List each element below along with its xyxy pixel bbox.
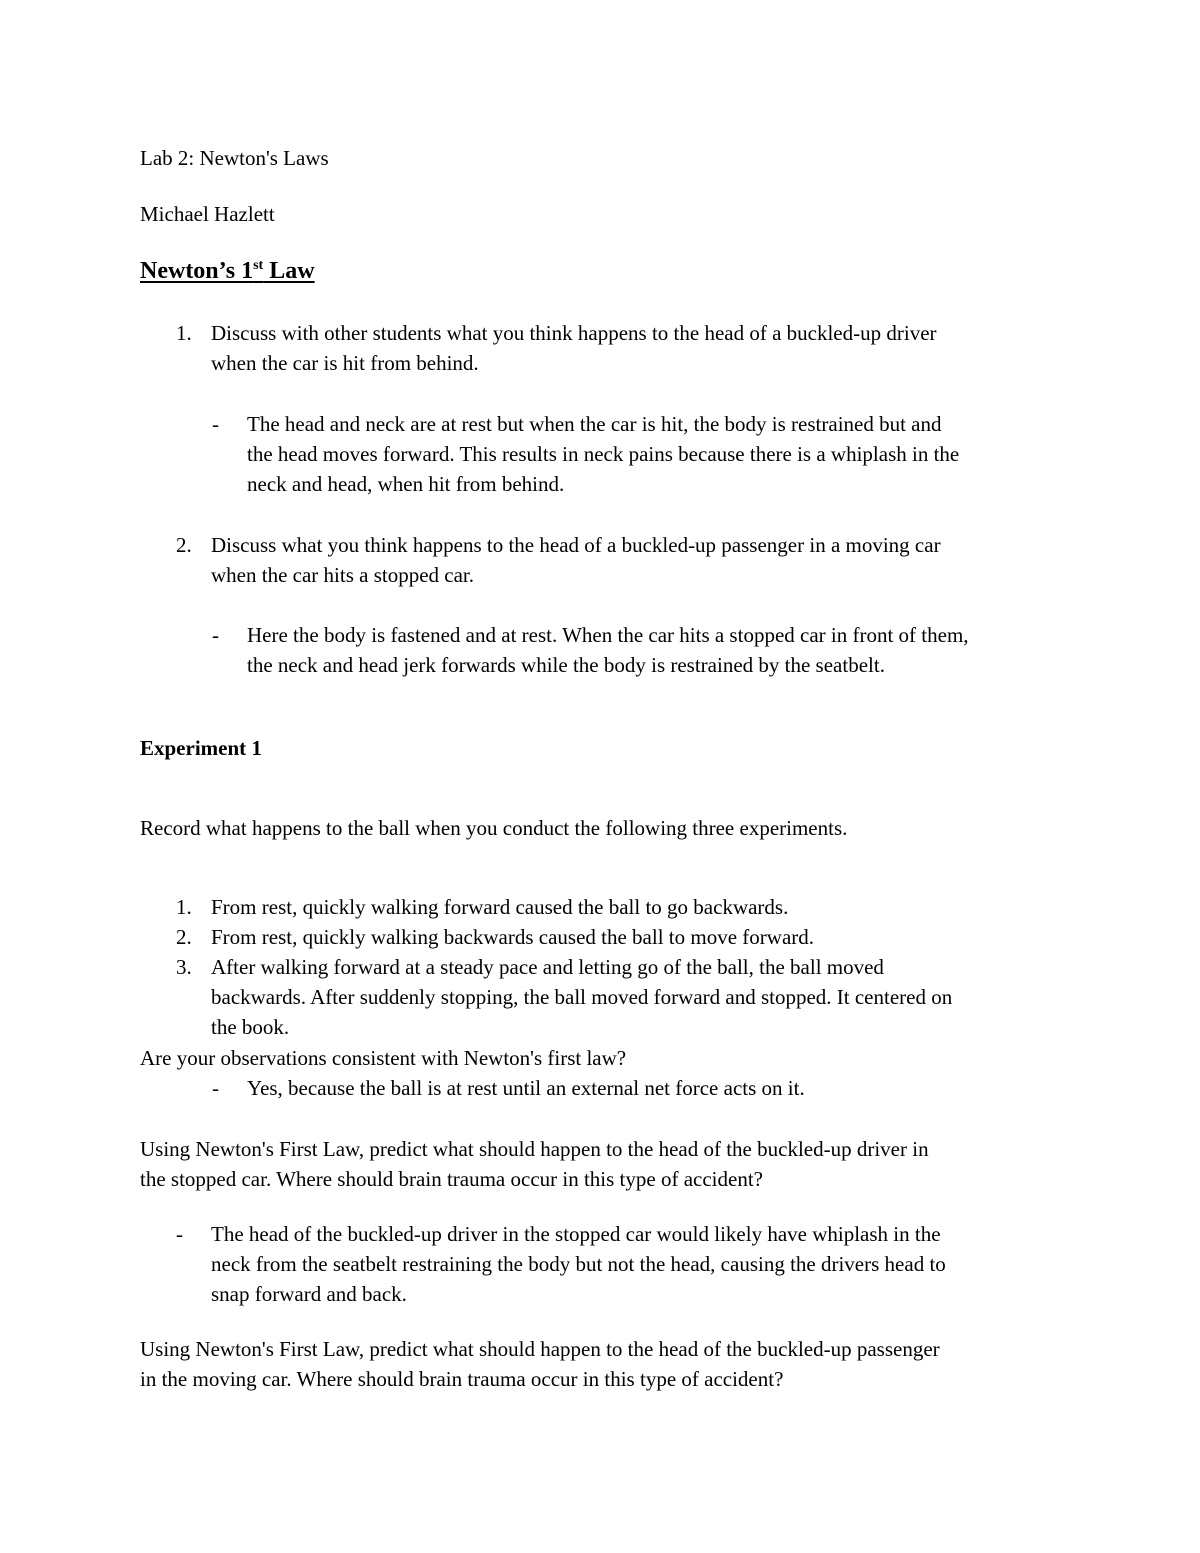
experiment-heading: Experiment 1 [140,736,262,760]
prediction-answer-line: snap forward and back. [211,1282,407,1306]
section-heading-newtons-first-law [140,256,315,286]
heading-superscript: st [253,258,264,273]
answer-text-line: Here the body is fastened and at rest. When the car hits a stopped car in front of them, [247,623,969,647]
heading-text-tail: Law [263,258,315,284]
question-text-line: Discuss with other students what you think happens to the head of a buckled-up driver [211,321,937,345]
question-text-line: when the car hits a stopped car. [211,563,474,587]
list-number: 1. [176,895,192,919]
experiment-intro: Record what happens to the ball when you conduct the following three experiments. [140,816,848,840]
question-number: 1. [176,321,192,345]
question-text-line: when the car is hit from behind. [211,351,479,375]
list-number: 3. [176,955,192,979]
question-number: 2. [176,533,192,557]
list-item-line: From rest, quickly walking forward caused the ball to go backwards. [211,895,789,919]
consistency-question: Are your observations consistent with Newton's first law? [140,1046,627,1070]
prediction-answer-line: neck from the seatbelt restraining the body but not the head, causing the drivers head to [211,1252,946,1276]
bullet-dash: - [212,412,219,436]
prediction-question-line: Using Newton's First Law, predict what should happen to the head of the buckled-up driver in [140,1137,929,1161]
bullet-dash: - [176,1222,183,1246]
list-number: 2. [176,925,192,949]
list-item-line: backwards. After suddenly stopping, the ball moved forward and stopped. It centered on [211,985,953,1009]
doc-title: Lab 2: Newton's Laws [140,146,329,170]
question-text-line: Discuss what you think happens to the head of a buckled-up passenger in a moving car [211,533,941,557]
doc-author: Michael Hazlett [140,202,275,226]
bullet-dash: - [212,1076,219,1100]
list-item-line: From rest, quickly walking backwards caused the ball to move forward. [211,925,815,949]
answer-text-line: the head moves forward. This results in neck pains because there is a whiplash in the [247,442,960,466]
answer-text-line: neck and head, when hit from behind. [247,472,565,496]
prediction-question-line: in the moving car. Where should brain trauma occur in this type of accident? [140,1367,784,1391]
list-item-line: the book. [211,1015,290,1039]
prediction-question-line: the stopped car. Where should brain trauma occur in this type of accident? [140,1167,763,1191]
list-item-line: After walking forward at a steady pace and letting go of the ball, the ball moved [211,955,884,979]
prediction-answer-line: The head of the buckled-up driver in the stopped car would likely have whiplash in the [211,1222,941,1246]
answer-text-line: The head and neck are at rest but when the car is hit, the body is restrained but and [247,412,942,436]
bullet-dash: - [212,623,219,647]
consistency-answer: Yes, because the ball is at rest until an external net force acts on it. [247,1076,805,1100]
answer-text-line: the neck and head jerk forwards while the body is restrained by the seatbelt. [247,653,885,677]
heading-text: Newton’s 1 [140,258,254,284]
prediction-question-line: Using Newton's First Law, predict what should happen to the head of the buckled-up passenger [140,1337,940,1361]
